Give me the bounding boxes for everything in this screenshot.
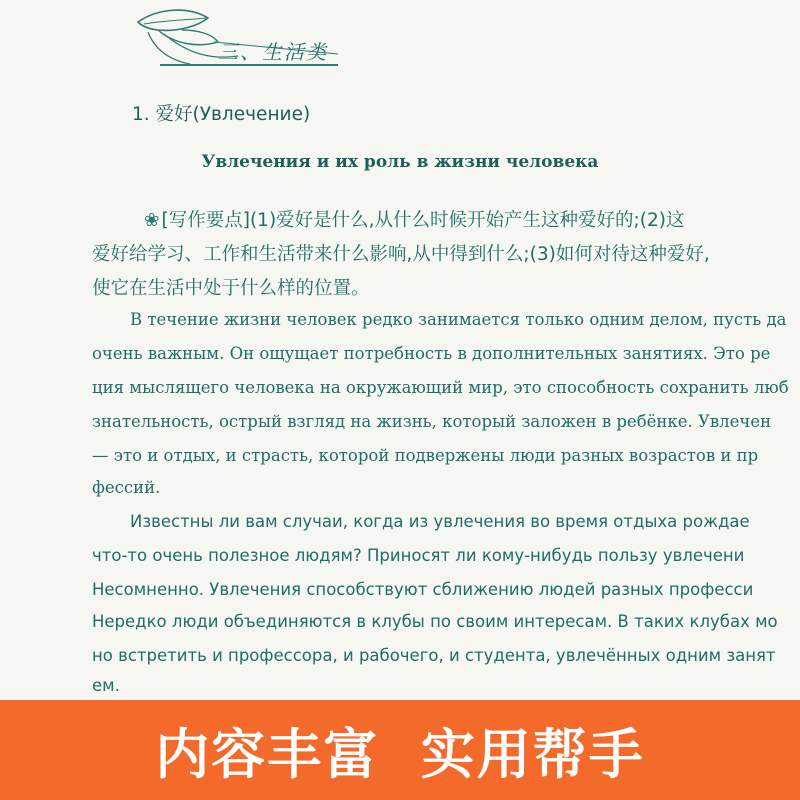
paragraph-2-line: что-то очень полезное людям? Приносят ли кому-нибудь пользу увлечени [92, 546, 745, 565]
writing-points-text: [写作要点](1)爱好是什么,从什么时候开始产生这种爱好的;(2)这 [161, 210, 685, 231]
paragraph-2-line: Известны ли вам случаи, когда из увлечения во время отдыха рождае [130, 512, 750, 531]
paragraph-1-line: фессий. [92, 478, 161, 497]
paragraph-1-line: ция мыслящего человека на окружающий мир, это способность сохранить люб [92, 378, 789, 397]
paragraph-2-line: Несомненно. Увлечения способствуют сближению людей разных професси [92, 580, 754, 599]
paragraph-1-line: — это и отдых, и страсть, которой подвержены люди разных возрастов и пр [92, 446, 759, 465]
header-rule [160, 64, 338, 66]
writing-points-line [144, 206, 684, 232]
promo-banner-text: 内容丰富 实用帮手 [155, 723, 645, 786]
flower-icon: ❀ [144, 210, 160, 231]
paragraph-1-line: В течение жизни человек редко занимается только одним делом, пусть да [130, 310, 787, 329]
promo-banner [0, 700, 800, 800]
paragraph-1-line: очень важным. Он ощущает потребность в дополнительных занятиях. Это ре [92, 344, 771, 363]
paragraph-1-line: знательность, острый взгляд на жизнь, который заложен в ребёнке. Увлечен [92, 412, 772, 431]
article-title: Увлечения и их роль в жизни человека [201, 152, 599, 172]
writing-points-line: 使它在生活中处于什么样的位置。 [92, 278, 370, 299]
paragraph-2-line: ем. [92, 676, 120, 695]
paragraph-2-line: Нередко люди объединяются в клубы по своим интересам. В таких клубах мо [92, 612, 778, 631]
writing-points-line: 爱好给学习、工作和生活带来什么影响,从中得到什么;(3)如何对待这种爱好, [92, 244, 710, 265]
section-title: 三、生活类 [218, 40, 328, 64]
paragraph-2-line: но встретить и профессора, и рабочего, и студента, увлечённых одним занят [92, 646, 776, 665]
heading: 1. 爱好(Увлечение) [132, 104, 311, 125]
